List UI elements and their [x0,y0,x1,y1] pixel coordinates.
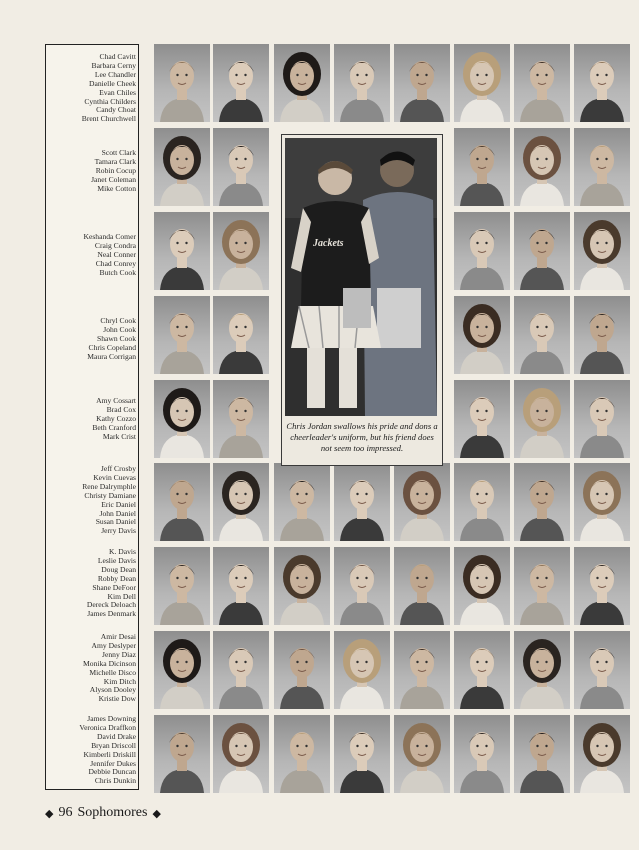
student-portrait [454,547,510,625]
student-portrait [274,547,330,625]
student-name: Chryl Cook [100,316,136,325]
name-sidebar [45,44,139,790]
student-name: John Cook [103,324,136,334]
student-name: Danielle Cheek [88,78,136,88]
diamond-icon: ◆ [152,807,161,820]
student-name: Eric Daniel [101,499,136,509]
student-portrait [574,128,630,206]
student-name: Butch Cook [99,267,136,277]
student-name: Kim Dell [107,591,136,601]
student-portrait [154,212,210,290]
student-name: Brad Cox [106,404,136,414]
student-name: K. Davis [109,547,136,556]
student-portrait [274,44,330,122]
student-portrait [514,296,570,374]
student-name: Evan Chiles [99,87,136,97]
student-portrait [454,631,510,709]
student-portrait [154,463,210,541]
student-portrait [154,296,210,374]
student-portrait [394,631,450,709]
student-portrait [213,296,269,374]
student-name: David Drake [96,731,136,741]
student-portrait [574,212,630,290]
student-portrait [213,547,269,625]
student-portrait [274,463,330,541]
student-name: Chris Dunkin [94,776,136,786]
student-portrait [574,463,630,541]
name-group [46,465,136,536]
student-portrait [334,547,390,625]
student-portrait [454,212,510,290]
student-name: Jennifer Dukes [90,758,136,768]
student-name: Alyson Dooley [89,685,136,695]
student-name: Monika Dicinson [83,658,136,668]
student-name: Chad Cavitt [99,52,136,61]
student-name: Candy Choat [96,105,136,115]
student-portrait [334,715,390,793]
student-name: Jenny Diaz [102,649,136,659]
student-portrait [454,715,510,793]
name-group [46,548,136,619]
student-portrait [514,44,570,122]
student-name: Doug Dean [101,564,136,574]
student-name: Kristie Dow [98,694,136,704]
student-portrait [514,128,570,206]
student-name: Robin Cocup [95,165,136,175]
student-name: Shane DeFoor [92,582,136,592]
student-portrait [334,44,390,122]
student-portrait [154,44,210,122]
name-group [46,149,136,194]
feature-caption: Chris Jordan swallows his pride and dons a cheerleader's uniform, but his friend does not seem too impressed. [286,421,438,453]
student-name: Bryan Driscoll [91,740,136,750]
student-portrait [574,44,630,122]
name-group [46,317,136,362]
student-portrait [514,463,570,541]
student-portrait [454,463,510,541]
student-name: Beth Cranford [92,422,136,432]
student-name: Lee Chandler [94,69,136,79]
student-name: Veronica Draffkon [79,722,136,732]
student-name: Kevin Cuevas [93,472,136,482]
student-portrait [154,715,210,793]
feature-photo [285,138,437,416]
student-portrait [454,380,510,458]
student-name: Craig Condra [94,240,136,250]
student-portrait [274,715,330,793]
student-name: Janet Coleman [91,174,136,184]
diamond-icon: ◆ [45,807,54,820]
student-portrait [213,380,269,458]
student-name: Michelle Disco [89,667,136,677]
student-name: Christy Damiane [84,490,136,500]
student-name: Amy Deslyper [91,640,136,650]
student-portrait [213,631,269,709]
name-group [46,397,136,442]
feature-photo-frame [281,134,443,466]
student-name: Leslie Davis [97,555,136,565]
student-name: Mark Crist [102,431,136,441]
student-portrait [274,631,330,709]
student-portrait [514,380,570,458]
student-portrait [394,463,450,541]
student-name: Chris Copeland [88,342,136,352]
student-portrait [213,44,269,122]
student-portrait [154,631,210,709]
student-name: Brent Churchwell [81,114,136,124]
student-name: Scott Clark [101,148,136,157]
student-name: Kathy Cozzo [96,413,136,423]
student-portrait [213,128,269,206]
student-portrait [394,44,450,122]
student-name: Kim Ditch [103,676,136,686]
student-name: John Daniel [99,508,136,518]
student-name: Jerry Davis [101,526,136,536]
student-portrait [454,296,510,374]
student-portrait [213,212,269,290]
student-name: Barbara Cerny [91,60,136,70]
student-name: Dereck Deloach [86,600,136,610]
student-name: Jeff Crosby [100,464,136,473]
student-portrait [514,547,570,625]
student-portrait [514,631,570,709]
student-portrait [154,547,210,625]
student-portrait [514,212,570,290]
student-portrait [394,715,450,793]
student-portrait [213,715,269,793]
student-portrait [574,631,630,709]
student-name: Chad Conrey [95,258,136,268]
student-name: Keshanda Comer [83,232,136,241]
student-name: Cynthia Childers [84,96,136,106]
student-portrait [154,380,210,458]
student-portrait [574,380,630,458]
student-portrait [574,547,630,625]
student-portrait [394,547,450,625]
student-name: Rene Dalrymphle [82,481,136,491]
student-portrait [454,44,510,122]
student-name: Mike Cotton [97,183,136,193]
student-name: Neal Conner [97,249,136,259]
name-group [46,53,136,124]
student-name: Amy Cossart [96,396,136,405]
student-name: Amir Desai [100,632,136,641]
student-name: James Denmark [87,609,136,619]
shirt-lettering: Jackets [313,238,344,249]
student-name: Susan Daniel [95,517,136,527]
student-name: Tamara Clark [94,156,136,166]
section-title: Sophomores [77,805,148,820]
student-portrait [334,463,390,541]
student-name: James Downing [87,714,136,723]
student-portrait [454,128,510,206]
page-footer [45,805,161,821]
student-name: Shawn Cook [96,333,136,343]
name-group [46,715,136,786]
page-number: 96 [58,805,73,820]
student-name: Robby Dean [97,573,136,583]
student-portrait [574,715,630,793]
student-portrait [574,296,630,374]
student-portrait [334,631,390,709]
name-group [46,233,136,278]
student-name: Maura Corrigan [87,351,136,361]
student-portrait [213,463,269,541]
student-portrait [154,128,210,206]
student-name: Debbie Duncan [88,767,136,777]
name-group [46,633,136,704]
student-portrait [514,715,570,793]
student-name: Kimberli Driskill [83,749,136,759]
